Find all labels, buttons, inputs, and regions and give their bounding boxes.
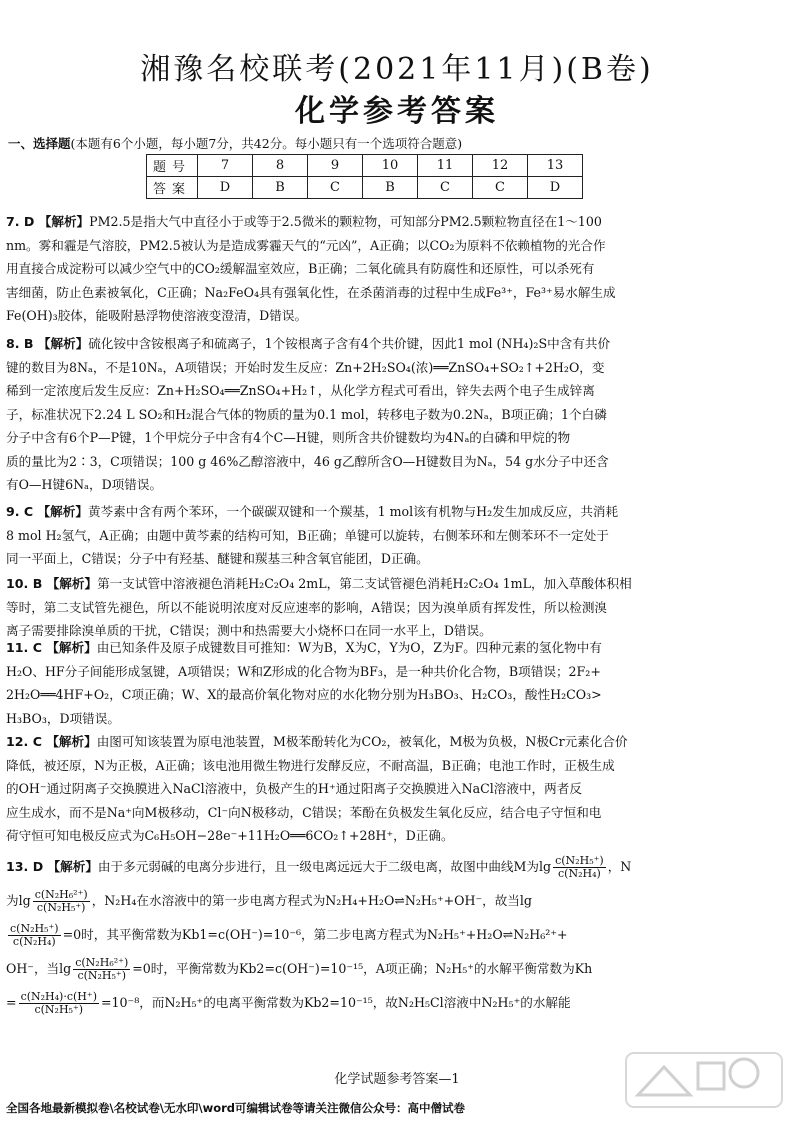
explanation-q12: [6, 730, 776, 848]
q12-line-3: 的OH⁻通过阴离子交换膜进入NaCl溶液中，负极产生的H⁺通过阳离子交换膜进入NaCl溶液中，两者反: [6, 781, 582, 796]
q11-line-3: 2H₂O══4HF+O₂，C项正确；W、X的最高价氧化物对应的水化物分别为H₃BO₃、H₂CO₃，酸性H₂CO₃>: [6, 687, 602, 702]
q10-head: 10. B 【解析】: [6, 576, 98, 591]
answer-cell: C: [418, 177, 473, 199]
q9-head: 9. C 【解析】: [6, 504, 88, 519]
question-number: 13: [528, 155, 583, 177]
q9-line-2: 8 mol H₂氢气，A正确；由题中黄芩素的结构可知，B正确；单键可以旋转，右侧苯环和左侧苯环不一定处于: [6, 527, 609, 543]
answer-cell: B: [363, 177, 418, 199]
answer-cell: D: [198, 177, 253, 199]
q13-line-4: =0时，平衡常数为Kb2=c(OH⁻)=10⁻¹⁵，A项正确；N₂H₅⁺的水解平衡常数为Kh: [132, 961, 593, 976]
q8-line-4: 子，标准状况下2.24 L SO₂和H₂混合气体的物质的量为0.1 mol，转移电子数为0.2Nₐ，B项正确；1个白磷: [6, 406, 607, 422]
q9-line-3: 同一平面上，C错误；分子中有羟基、醚键和羰基三种含氧官能团，D正确。: [6, 551, 429, 566]
text-line: [6, 210, 776, 234]
q13-line-3: =0时，其平衡常数为Kb1=c(OH⁻)=10⁻⁶，第二步电离方程式为N₂H₅⁺+H₂O⇌N₂H₆²⁺+: [62, 927, 568, 942]
text-line: [6, 918, 776, 952]
q12-line-4: 应生成水，而不是Na⁺向M极移动，Cl⁻向N极移动，C错误；苯酚在负极发生氧化反应，结合电子守恒和电: [6, 804, 602, 820]
q12-line-1: 由图可知该装置为原电池装置，M极苯酚转化为CO₂，被氧化，M极为负极，N极Cr元素化合价: [96, 734, 628, 749]
q13-line-4-pre: OH⁻，当lg: [6, 961, 72, 976]
table-row: [147, 155, 583, 177]
answer-cell: C: [473, 177, 528, 199]
section-heading: [8, 134, 462, 152]
q13-line-1: 由于多元弱碱的电离分步进行，且一级电离远远大于二级电离，故图中曲线M为lg: [97, 859, 552, 874]
page-footer: 化学试题参考答案—1: [334, 1072, 460, 1087]
q8-line-6: 质的量比为2∶3，C项错误；100 g 46%乙醇溶液中，46 g乙醇所含O—H键数目为Nₐ，54 g水分子中还含: [6, 453, 609, 469]
text-line: [6, 572, 776, 596]
fraction: [33, 889, 90, 914]
question-number: 10: [363, 155, 418, 177]
q13-line-2-pre: 为lg: [6, 893, 31, 908]
text-line: [6, 636, 776, 660]
question-number: 11: [418, 155, 473, 177]
question-number: 7: [198, 155, 253, 177]
q12-line-2: 降低，被还原，N为正极，A正确；该电池用微生物进行发酵反应，不耐高温，B正确；电池工作时，正极生成: [6, 757, 615, 773]
fraction-denominator: c(N₂H₄): [558, 867, 601, 880]
answer-table: [146, 154, 583, 199]
q13-head: 13. D 【解析】: [6, 859, 98, 874]
question-number: 12: [473, 155, 528, 177]
q8-line-2: 键的数目为8Nₐ，不是10Nₐ，A项错误；开始时发生反应：Zn+2H₂SO₄(浓)══ZnSO₄+SO₂↑+2H₂O，变: [6, 359, 605, 375]
answer-cell: B: [253, 177, 308, 199]
explanation-q9: [6, 500, 776, 571]
q11-line-2: H₂O、HF分子间能形成氢键，A项错误；W和Z形成的化合物为BF₃，是一种共价化合物，B项错误；2F₂+: [6, 663, 601, 679]
q10-line-2: 等时，第二支试管先褪色，所以不能说明浓度对反应速率的影响，A错误；因为溴单质有挥发性，所以检测溴: [6, 599, 608, 615]
q7-line-1: PM2.5是指大气中直径小于或等于2.5微米的颗粒物，可知部分PM2.5颗粒物直径在1～100: [89, 214, 602, 229]
q13-line-2: ，N₂H₄在水溶液中的第一步电离方程式为N₂H₄+H₂O⇌N₂H₅⁺+OH⁻，故当lg: [91, 893, 532, 908]
fraction-denominator: c(N₂H₅⁺): [36, 901, 86, 914]
promo-banner: 全国各地最新模拟卷\名校试卷\无水印\word可编辑试卷等请关注微信公众号：高中僧试卷: [6, 1101, 466, 1115]
q13-line-1-end: ，N: [607, 859, 632, 874]
q8-line-1: 硫化铵中含铵根离子和硫离子，1个铵根离子含有4个共价键，因此1 mol (NH₄)₂S中含有共价: [88, 336, 611, 351]
q12-head: 12. C 【解析】: [6, 734, 97, 749]
table-row: [147, 177, 583, 199]
question-number: 9: [308, 155, 363, 177]
fraction: [8, 923, 61, 948]
fraction-numerator: c(N₂H₆²⁺): [34, 888, 88, 901]
text-line: [6, 986, 776, 1020]
section-note: (本题有6个小题，每小题7分，共42分。每小题只有一个选项符合题意): [70, 136, 463, 151]
q13-line-5: =10⁻⁸，而N₂H₅⁺的电离平衡常数为Kb2=10⁻¹⁵，故N₂H₅Cl溶液中N₂H₅⁺的水解能: [100, 995, 571, 1010]
question-number: 8: [253, 155, 308, 177]
text-line: [6, 884, 776, 918]
fraction-denominator: c(N₂H₅⁺): [34, 1003, 84, 1016]
fraction-denominator: c(N₂H₅⁺): [77, 969, 127, 982]
q7-line-3: 用直接合成淀粉可以减少空气中的CO₂缓解温室效应，B正确；二氧化硫具有防腐性和还原性，可以杀死有: [6, 261, 595, 276]
q8-head: 8. B 【解析】: [6, 336, 89, 351]
q7-line-5: Fe(OH)₃胶体，能吸附悬浮物使溶液变澄清，D错误。: [6, 308, 308, 323]
q12-line-5: 荷守恒可知电极反应式为C₆H₅OH−28e⁻+11H₂O══6CO₂↑+28H⁺，D正确。: [6, 828, 454, 843]
q11-head: 11. C 【解析】: [6, 640, 97, 655]
fraction: [19, 991, 99, 1016]
explanation-q10: [6, 572, 776, 643]
q11-line-1: 由已知条件及原子成键数目可推知：W为B，X为C，Y为O，Z为F。四种元素的氢化物中有: [96, 640, 602, 655]
q9-line-1: 黄芩素中含有两个苯环，一个碳碳双键和一个羰基，1 mol该有机物与H₂发生加成反应，共消耗: [87, 504, 619, 519]
q8-line-7: 有O—H键6Nₐ，D项错误。: [6, 477, 163, 492]
answer-cell: D: [528, 177, 583, 199]
q13-line-5-pre: =: [6, 995, 17, 1010]
exam-title: 湘豫名校联考(2021年11月)(B卷): [140, 52, 654, 87]
fraction: [553, 855, 606, 880]
fraction-numerator: c(N₂H₅⁺): [10, 922, 59, 935]
text-line: [6, 850, 776, 884]
text-line: [6, 332, 776, 356]
q7-line-2: nm。雾和霾是气溶胶，PM2.5被认为是造成雾霾天气的“元凶”，A正确；以CO₂为原料不依赖植物的光合作: [6, 237, 606, 253]
fraction-numerator: c(N₂H₆²⁺): [75, 956, 129, 969]
q10-line-1: 第一支试管中溶液褪色消耗H₂C₂O₄ 2mL，第二支试管褪色消耗H₂C₂O₄ 1mL，加入草酸体积相: [97, 576, 632, 591]
q8-line-5: 分子中含有6个P—P键，1个甲烷分子中含有4个C—H键，则所含共价键数均为4Nₐ的白磷和甲烷的物: [6, 430, 571, 445]
answer-cell: C: [308, 177, 363, 199]
q11-line-4: H₃BO₃，D项错误。: [6, 710, 120, 726]
q7-line-4: 害细菌，防止色素被氧化，C正确；Na₂FeO₄具有强氧化性，在杀菌消毒的过程中生成Fe³⁺，Fe³⁺易水解生成: [6, 284, 616, 300]
text-line: [6, 730, 776, 754]
fraction-numerator: c(N₂H₄)·c(H⁺): [20, 990, 97, 1003]
explanation-q11: [6, 636, 776, 730]
answer-key-title: 化学参考答案: [295, 94, 499, 129]
row-label-question: 题号: [147, 155, 198, 177]
fraction-denominator: c(N₂H₄): [12, 935, 56, 948]
explanation-q8: [6, 332, 776, 497]
row-label-answer: 答案: [147, 177, 198, 199]
q7-head: 7. D 【解析】: [6, 214, 90, 229]
q8-line-3: 稀到一定浓度后发生反应：Zn+H₂SO₄══ZnSO₄+H₂↑，从化学方程式可看出，锌失去两个电子生成锌离: [6, 383, 595, 398]
text-line: [6, 952, 776, 986]
site-logo-icon: [624, 1051, 784, 1109]
explanation-q7: [6, 210, 776, 328]
fraction-numerator: c(N₂H₅⁺): [555, 854, 604, 867]
section-label: 一、选择题: [8, 136, 71, 151]
q10-line-3: 离子需要排除溴单质的干扰，C错误；测中和热需要大小烧杯口在同一水平上，D错误。: [6, 623, 492, 638]
fraction: [73, 957, 130, 982]
text-line: [6, 500, 776, 524]
explanation-q13: [6, 850, 776, 1020]
